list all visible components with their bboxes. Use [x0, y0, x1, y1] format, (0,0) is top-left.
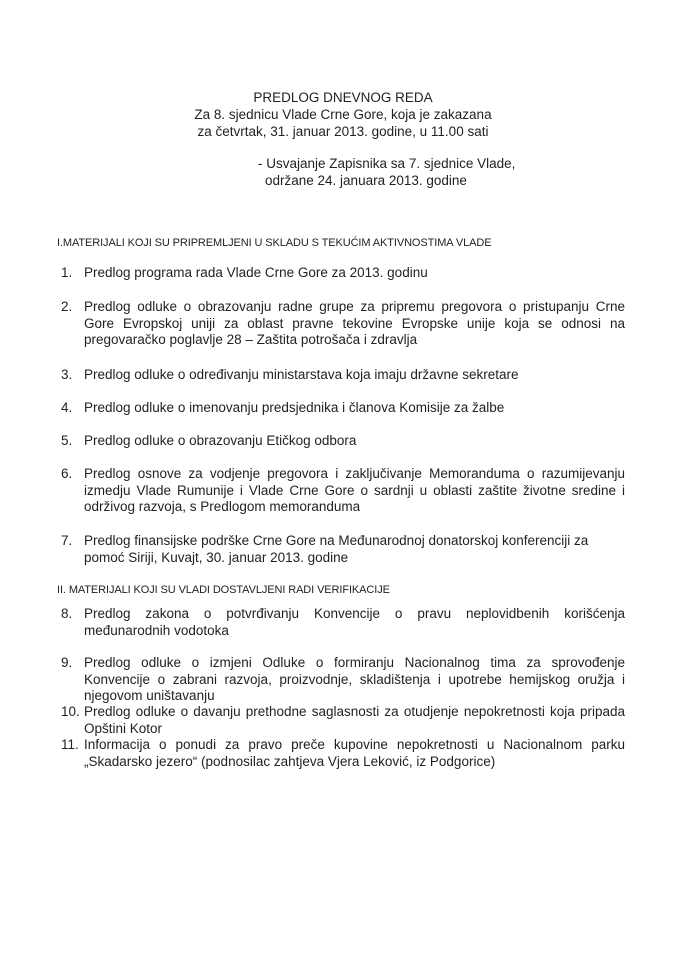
- agenda-item: [61, 433, 625, 450]
- item-text: Predlog finansijske podrške Crne Gore na Međunarodnoj donatorskoj konferenciji za pomoć Siriji, Kuvajt, 30. januar 2013. godine: [84, 533, 589, 565]
- item-number: 1.: [61, 265, 73, 280]
- agenda-item: [61, 737, 625, 770]
- document-header: [0, 89, 679, 140]
- item-number: 6.: [61, 466, 73, 481]
- page-title: PREDLOG DNEVNOG REDA: [253, 90, 433, 105]
- item-number: 8.: [61, 606, 73, 621]
- agenda-item: [61, 533, 606, 566]
- item-text: Predlog odluke o izmjeni Odluke o formiranju Nacionalnog tima za sprovođenje Konvencije o zabrani razvoja, proizvodnje, skladištenja i upotrebe hemijskog oružja i njegovom uništavanju: [84, 655, 625, 704]
- section-heading-1: I.MATERIJALI KOJI SU PRIPREMLJENI U SKLADU S TEKUĆIM AKTIVNOSTIMA VLADE: [57, 237, 492, 249]
- agenda-item: [61, 299, 625, 349]
- item-text: Predlog osnove za vodjenje pregovora i zaključivanje Memoranduma o razumijevanju izmedju Vlade Rumunije i Vlade Crne Gore o sardnji u oblasti zaštite životne sredine i održivog razvoja, s Predlogom memoranduma: [84, 466, 625, 515]
- item-text: Predlog odluke o davanju prethodne saglasnosti za otudjenje nepokretnosti koja pripada Opštini Kotor: [84, 704, 625, 736]
- item-number: 2.: [61, 299, 73, 314]
- item-number: 10.: [61, 704, 80, 719]
- minutes-line-2: održane 24. januara 2013. godine: [265, 173, 467, 188]
- item-text: Predlog odluke o obrazovanju radne grupe za pripremu pregovora o pristupanju Crne Gore Evropskoj uniji za oblast pravne tekovine Evropske unije koja se odnosi na pregovaračko poglavlje 28 – Zaštita potrošača i zdravlja: [84, 299, 625, 348]
- agenda-item: [61, 400, 625, 417]
- agenda-item: [61, 655, 625, 705]
- item-number: 7.: [61, 533, 73, 548]
- item-text: Predlog zakona o potvrđivanju Konvencije o pravu neplovidbenih korišćenja međunarodnih vodotoka: [84, 606, 625, 638]
- item-text: Predlog programa rada Vlade Crne Gore za 2013. godinu: [84, 265, 428, 280]
- agenda-item: [61, 704, 625, 737]
- item-text: Informacija o ponudi za pravo preče kupovine nepokretnosti u Nacionalnom parku „Skadarsko jezero“ (podnosilac zahtjeva Vjera Leković, iz Podgorice): [84, 737, 625, 769]
- minutes-line-1: - Usvajanje Zapisnika sa 7. sjednice Vlade,: [258, 156, 516, 171]
- item-text: Predlog odluke o obrazovanju Etičkog odbora: [84, 433, 357, 448]
- session-line: Za 8. sjednicu Vlade Crne Gore, koja je zakazana: [194, 107, 492, 122]
- item-text: Predlog odluke o određivanju ministarstava koja imaju državne sekretare: [84, 367, 519, 382]
- item-number: 4.: [61, 400, 73, 415]
- item-text: Predlog odluke o imenovanju predsjednika i članova Komisije za žalbe: [84, 400, 505, 415]
- session-date-line: za četvrtak, 31. januar 2013. godine, u 11.00 sati: [197, 124, 489, 139]
- item-number: 11.: [61, 737, 79, 752]
- agenda-item: [61, 367, 625, 384]
- item-number: 9.: [61, 655, 73, 670]
- section-heading-2: II. MATERIJALI KOJI SU VLADI DOSTAVLJENI RADI VERIFIKACIJE: [57, 584, 390, 596]
- agenda-item: [61, 606, 625, 639]
- agenda-item: [61, 265, 625, 282]
- item-number: 3.: [61, 367, 73, 382]
- item-number: 5.: [61, 433, 73, 448]
- agenda-item: [61, 466, 625, 516]
- minutes-approval: [258, 155, 515, 189]
